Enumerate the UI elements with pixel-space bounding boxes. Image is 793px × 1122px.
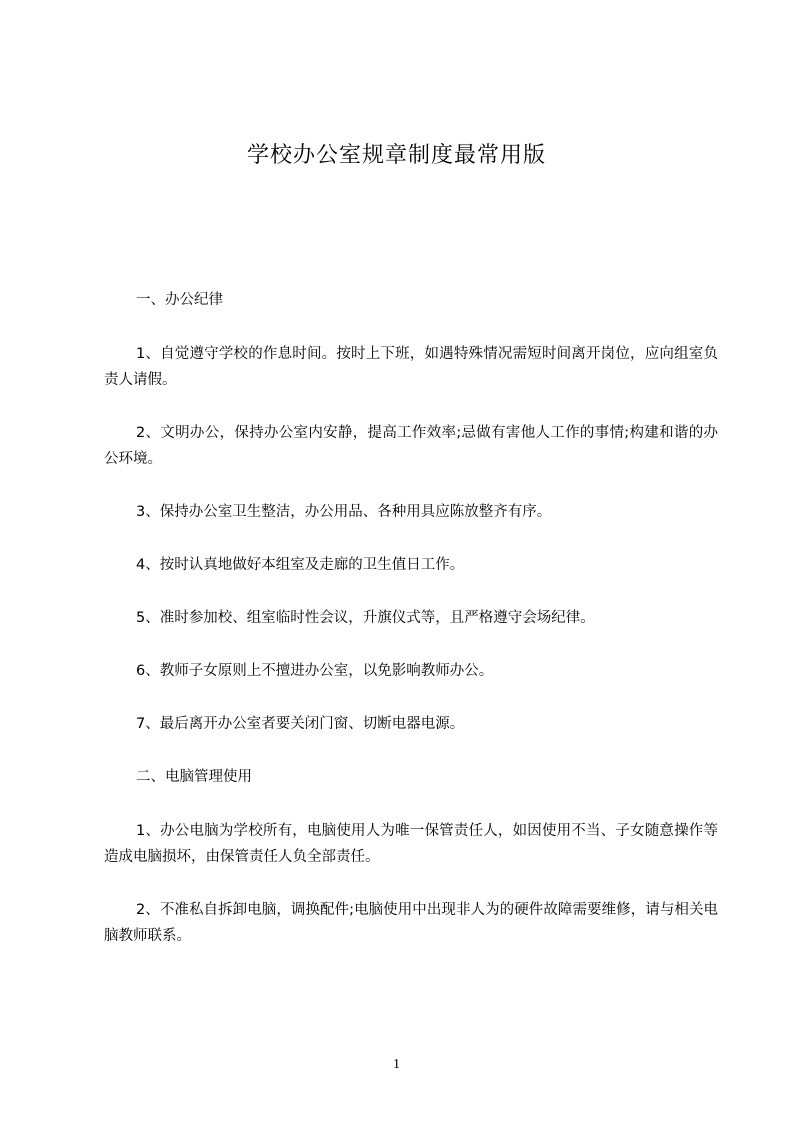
paragraph: 6、教师子女原则上不擅进办公室，以免影响教师办公。 <box>136 663 494 679</box>
paragraph: 2、不准私自拆卸电脑，调换配件;电脑使用中出现非人为的硬件故障需要维修，请与相关电脑教师联系。 <box>104 902 718 944</box>
section-heading-computer-management: 二、电脑管理使用 <box>136 769 252 785</box>
paragraph: 1、自觉遵守学校的作息时间。按时上下班，如遇特殊情况需短时间离开岗位，应向组室负责人请假。 <box>104 346 718 388</box>
document-body <box>104 287 718 949</box>
paragraph: 1、办公电脑为学校所有，电脑使用人为唯一保管责任人，如因使用不当、子女随意操作等造成电脑损坏，由保管责任人负全部责任。 <box>104 823 718 865</box>
paragraph: 2、文明办公，保持办公室内安静，提高工作效率;忌做有害他人工作的事情;构建和谐的办公环境。 <box>104 425 718 467</box>
paragraph: 7、最后离开办公室者要关闭门窗、切断电器电源。 <box>136 716 465 732</box>
document-title: 学校办公室规章制度最常用版 <box>246 143 546 168</box>
paragraph: 5、准时参加校、组室临时性会议，升旗仪式等，且严格遵守会场纪律。 <box>136 610 595 626</box>
section-heading-office-discipline: 一、办公纪律 <box>136 292 223 308</box>
page-number: 1 <box>393 1057 400 1072</box>
paragraph: 4、按时认真地做好本组室及走廊的卫生值日工作。 <box>136 557 465 573</box>
paragraph: 3、保持办公室卫生整洁，办公用品、各种用具应陈放整齐有序。 <box>136 504 552 520</box>
